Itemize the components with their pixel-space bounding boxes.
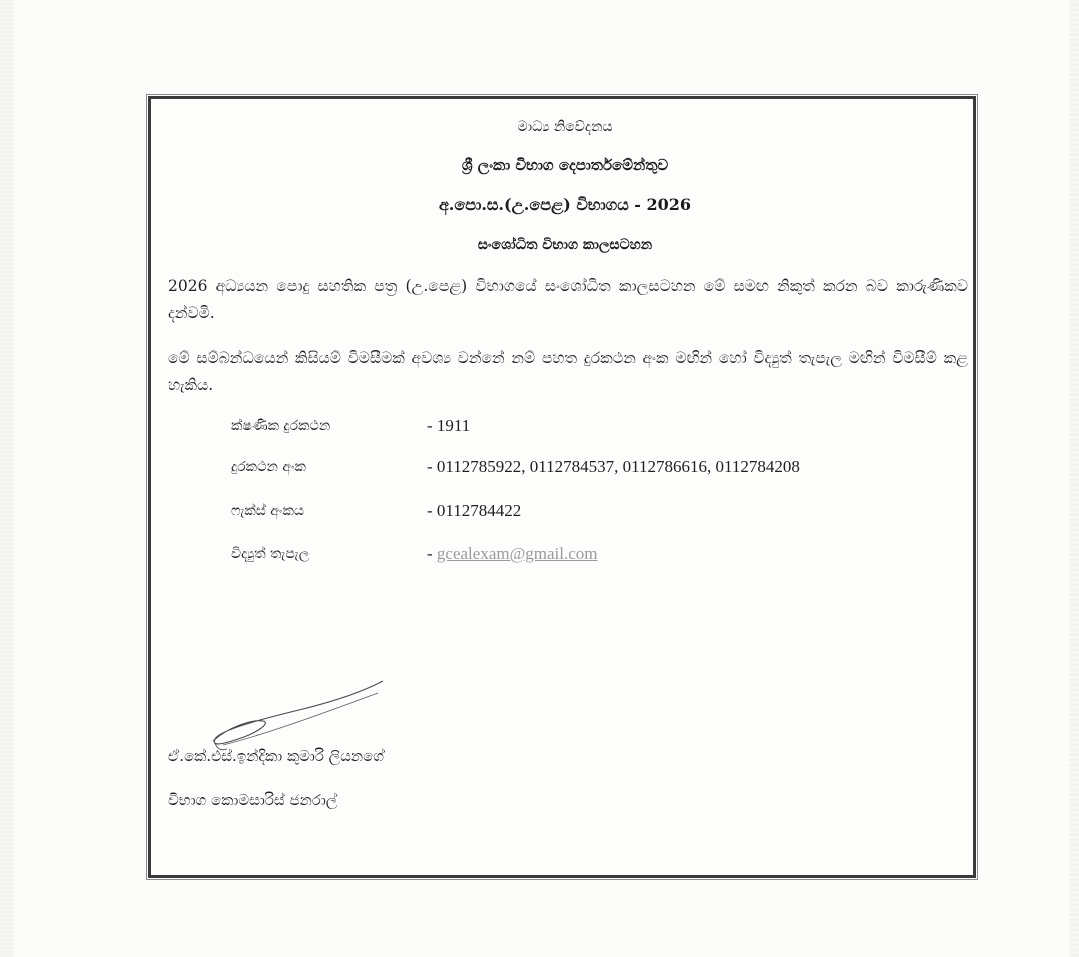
contact-value: - 1911 [427, 416, 471, 435]
paragraph-inquiries: මේ සම්බන්ධයෙන් කිසියම් විමසීමක් අවශ්‍ය වන්නේ නම් පහත දුරකථන අංක මඟින් හෝ විද්‍යුත් තැපැල මඟින් විමසීම් කළ හැකිය. [168, 349, 968, 394]
email-link[interactable]: gcealexam@gmail.com [436, 544, 598, 563]
notice-type: මාධ්‍ය නිවේදනය [517, 119, 613, 135]
contact-label: විද්‍යුත් තැපැල [231, 546, 310, 562]
contact-label: ක්ෂණික දුරකථන [231, 418, 331, 434]
organization-name: ශ්‍රී ලංකා විභාග දෙපාර්තමේන්තුව [461, 156, 669, 174]
contact-label: ෆැක්ස් අංකය [231, 503, 304, 519]
email-dash: - [427, 544, 437, 563]
signatory-title: විභාග කොමසාරිස් ජනරාල් [168, 791, 338, 809]
signatory-name: ඒ.කේ.එස්.ඉන්දිකා කුමාරි ලියනගේ [168, 747, 385, 765]
contact-value: - 0112785922, 0112784537, 0112786616, 0112784208 [427, 457, 800, 476]
notice-frame [148, 96, 976, 878]
contact-value [427, 540, 597, 568]
scan-edge-right [1069, 0, 1079, 957]
exam-title: අ.පො.ස.(උ.පෙළ) විභාගය - 2026 [438, 195, 692, 214]
contact-label: දුරකථන අංක [231, 459, 306, 475]
notice-subject: සංශෝධිත විභාග කාලසටහන [477, 237, 653, 253]
vertical-scrollbar[interactable] [1040, 0, 1060, 957]
scan-edge-left [0, 0, 14, 957]
paragraph-announcement: 2026 අධ්‍යයන පොදු සහතික පත්‍ර (උ.පෙළ) විභාගයේ සංශෝධිත කාලසටහන මේ සමඟ නිකුත් කරන බව කාරුණිකව දන්වමි. [168, 277, 968, 322]
contact-value: - 0112784422 [427, 501, 522, 520]
